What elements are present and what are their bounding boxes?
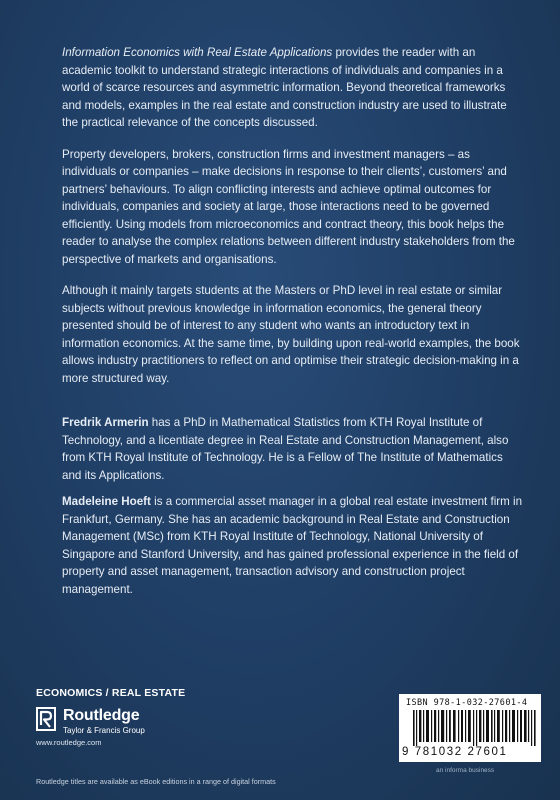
isbn-barcode-box — [399, 694, 541, 762]
publisher-group: Taylor & Francis Group — [63, 726, 145, 735]
book-title: Information Economics with Real Estate Applications — [62, 46, 333, 59]
isbn-label: ISBN 978-1-032-27601-4 — [406, 698, 528, 708]
author-bio-text: is a commercial asset manager in a global real estate investment firm in Frankfurt, Germany. She has an academic background in Real Estate and Construction Management (MSc) from KTH Royal Institute of Technology, National University of Singapore and Stanford University, and has gained professional experience in the field of property and asset management, transaction advisory and construction project management. — [62, 495, 523, 596]
informa-tagline: an informa business — [436, 767, 495, 774]
author-name: Madeleine Hoeft — [62, 495, 151, 508]
routledge-logo-icon — [36, 707, 56, 741]
publisher-logo — [36, 707, 196, 751]
publisher-url: www.routledge.com — [36, 738, 102, 747]
description-paragraph-2: Property developers, brokers, construction firms and investment managers – as individuals or companies – make decisions in response to their clients’, customers’ and partners’ behaviours. To align conflicting interests and achieve optimal outcomes for individuals, companies and society at large, those interactions need to be governed efficiently. Using models from microeconomics and contract theory, this book helps the reader to analyse the complex relations between different industry stakeholders from the perspective of markets and organisations. — [62, 147, 515, 266]
author-bio-text: has a PhD in Mathematical Statistics from KTH Royal Institute of Technology, and a licentiate degree in Real Estate and Construction Management, also from KTH Royal Institute of Technology. He is a Fellow of The Institute of Mathematics and its Applications. — [62, 416, 509, 482]
author-name: Fredrik Armerin — [62, 416, 149, 429]
blurb — [62, 44, 524, 607]
ebook-note: Routledge titles are available as eBook editions in a range of digital formats — [36, 777, 276, 786]
description-text: provides the reader with an academic toolkit to understand strategic interactions of individuals and companies in a world of scarce resources and asymmetric information. Beyond theoretical frameworks and models, examples in the real estate and construction industry are used to illustrate the practical relevance of the concepts discussed. — [62, 46, 507, 129]
description-paragraph-3: Although it mainly targets students at the Masters or PhD level in real estate or similar subjects without previous knowledge in information economics, the general theory presented should be of interest to any student who wants an introductory text in information economics. At the same time, by building upon real-world examples, the book allows industry practitioners to reflect on and optimise their strategic decision-making in a more structured way. — [62, 284, 520, 385]
subject-category: ECONOMICS / REAL ESTATE — [36, 687, 186, 699]
barcode-digits: 9 781032 27601 — [402, 746, 508, 758]
publisher-name: Routledge — [63, 707, 140, 724]
author-bio — [62, 414, 524, 484]
description-paragraph-1 — [62, 44, 524, 132]
barcode-icon — [413, 710, 537, 746]
author-bio — [62, 493, 524, 598]
